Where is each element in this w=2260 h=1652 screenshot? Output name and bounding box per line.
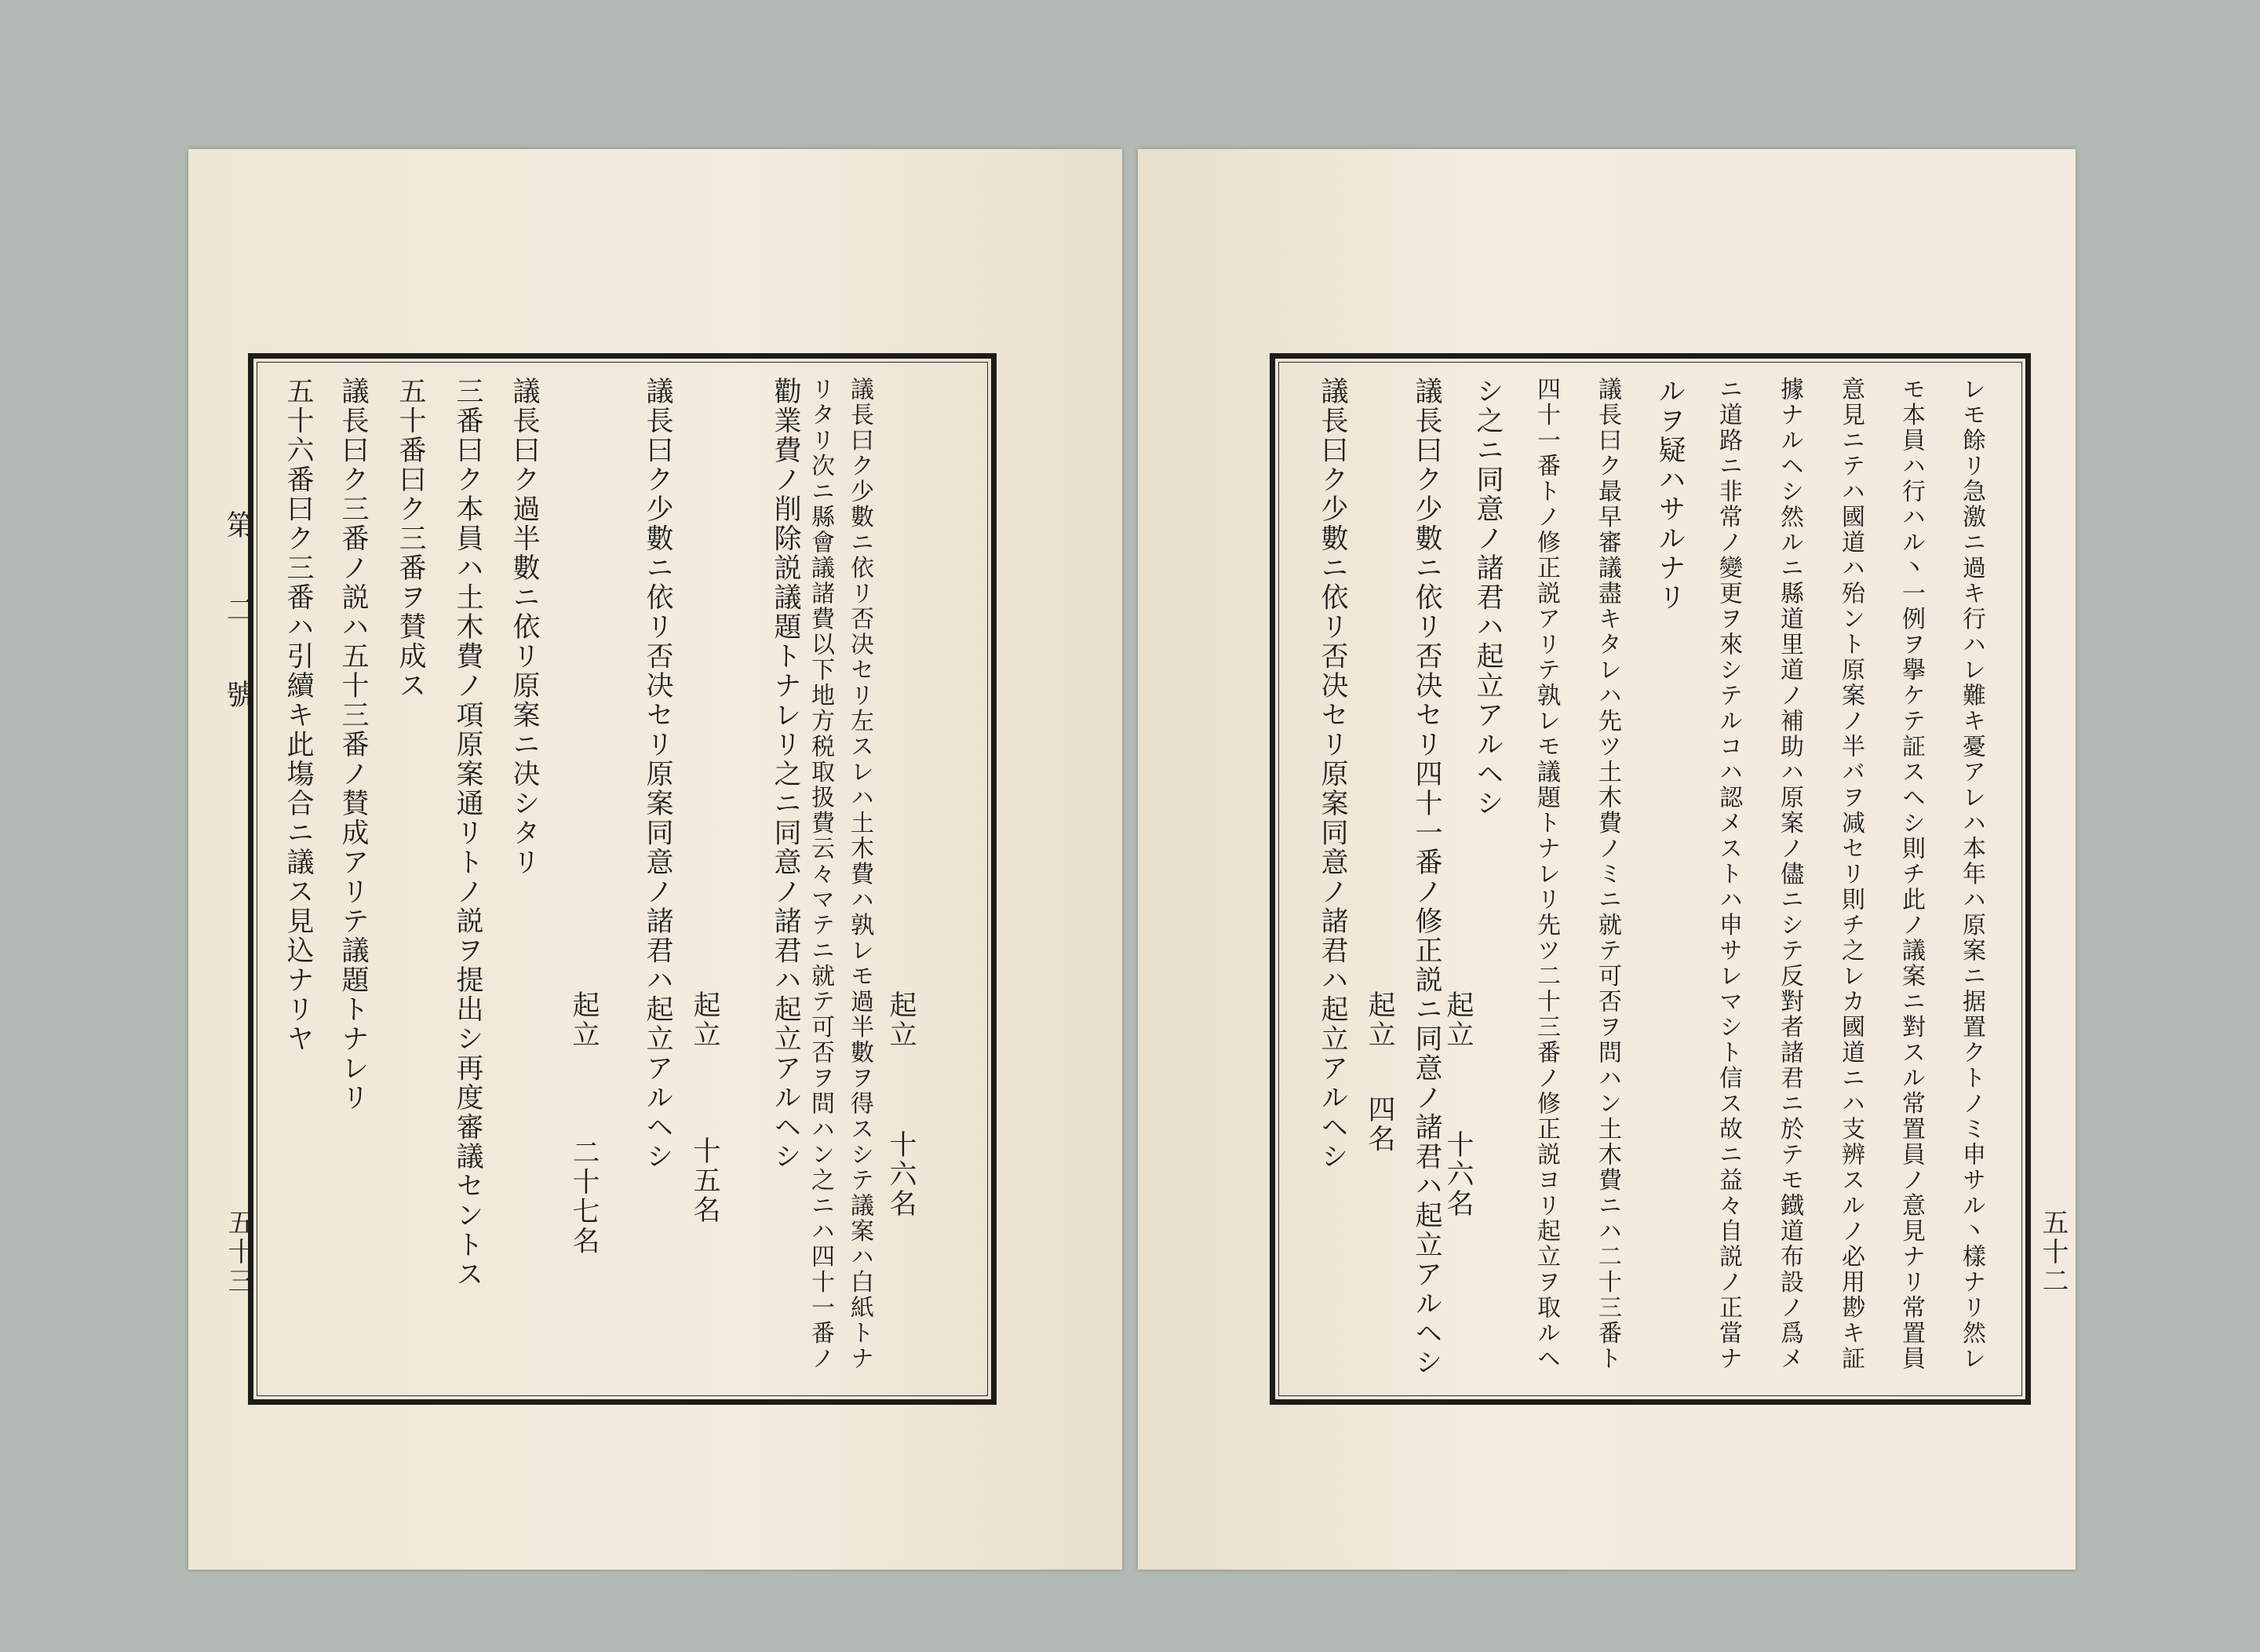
right-col-3: 意見ニテハ國道ハ殆ント原案ノ半バヲ减セリ則チ之レカ國道ニハ支辨スルノ必用尠キ証	[1837, 377, 1864, 1372]
right-col-1: レモ餘リ急激ニ過キ行ハレ難キ憂アレハ本年ハ原案ニ据置クトノミ申サル丶樣ナリ然レ	[1958, 377, 1985, 1372]
left-vote-2-count: 十五名	[689, 1136, 720, 1225]
right-vote-2-count: 四名	[1364, 1095, 1395, 1154]
right-vote-1-label: 起立	[1442, 990, 1474, 1049]
left-col-1: 議長曰ク少數ニ依リ否决セリ左スレハ土木費ハ孰レモ過半數ヲ得スシテ議案ハ白紙トナ	[846, 377, 873, 1372]
left-page-number: 五十三	[223, 1209, 254, 1296]
right-col-11: 議長曰ク少數ニ依リ否决セリ原案同意ノ諸君ハ起立アルヘシ	[1317, 377, 1348, 1172]
left-col-7: 五十番曰ク三番ヲ賛成ス	[395, 377, 426, 701]
left-col-3: 勸業費ノ削除説議題トナレリ之ニ同意ノ諸君ハ起立アルヘシ	[770, 377, 801, 1172]
left-col-6: 三番曰ク本員ハ土木費ノ項原案通リトノ説ヲ提出シ再度審議セントス	[452, 377, 483, 1289]
right-page-number: 五十二	[2037, 1209, 2069, 1296]
left-vote-3-label: 起立	[568, 990, 600, 1049]
right-vote-1-count: 十六名	[1442, 1130, 1474, 1219]
right-vote-2-label: 起立	[1364, 990, 1395, 1049]
right-col-9: シ之ニ同意ノ諸君ハ起立アルヘシ	[1472, 377, 1504, 819]
left-col-9: 五十六番曰ク三番ハ引續キ此塲合ニ議ス見込ナリヤ	[282, 377, 314, 1054]
left-col-8: 議長曰ク三番ノ説ハ五十三番ノ賛成アリテ議題トナレリ	[337, 377, 369, 1113]
left-col-4: 議長曰ク少數ニ依リ否决セリ原案同意ノ諸君ハ起立アルヘシ	[642, 377, 673, 1172]
right-col-7: 議長曰ク最早審議盡キタレハ先ツ土木費ノミニ就テ可否ヲ問ハン土木費ニハ二十三番ト	[1594, 377, 1621, 1372]
left-vote-3-count: 二十七名	[568, 1138, 600, 1256]
left-vote-1-label: 起立	[885, 990, 917, 1049]
left-vote-2-label: 起立	[689, 990, 720, 1049]
left-vote-1-count: 十六名	[885, 1130, 917, 1219]
right-col-10: 議長曰ク少數ニ依リ否决セリ四十一番ノ修正説ニ同意ノ諸君ハ起立アルヘシ	[1411, 377, 1442, 1377]
right-col-4: 據ナルヘシ然ルニ縣道里道ノ補助ハ原案ノ儘ニシテ反對者諸君ニ於テモ鐡道布設ノ爲メ	[1776, 377, 1803, 1372]
right-col-2: モ本員ハ行ハル丶一例ヲ擧ケテ証スヘシ則チ此ノ議案ニ對スル常置員ノ意見ナリ常置員	[1897, 377, 1925, 1372]
left-col-5: 議長曰ク過半數ニ依リ原案ニ决シタリ	[508, 377, 540, 877]
right-col-5: ニ道路ニ非常ノ變更ヲ來シテルコハ認メストハ申サレマシト信ス故ニ益々自説ノ正當ナ	[1715, 377, 1742, 1372]
issue-header: 第 二 號	[222, 510, 254, 722]
right-col-8: 四十一番トノ修正説アリテ孰レモ議題トナレリ先ツ二十三番ノ修正説ヨリ起立ヲ取ルヘ	[1533, 377, 1560, 1372]
right-col-6: ルヲ疑ハサルナリ	[1654, 377, 1686, 612]
left-col-2: リタリ次ニ縣會議諸費以下地方税取扱費云々マテニ就テ可否ヲ問ハン之ニハ四十一番ノ	[807, 377, 834, 1372]
